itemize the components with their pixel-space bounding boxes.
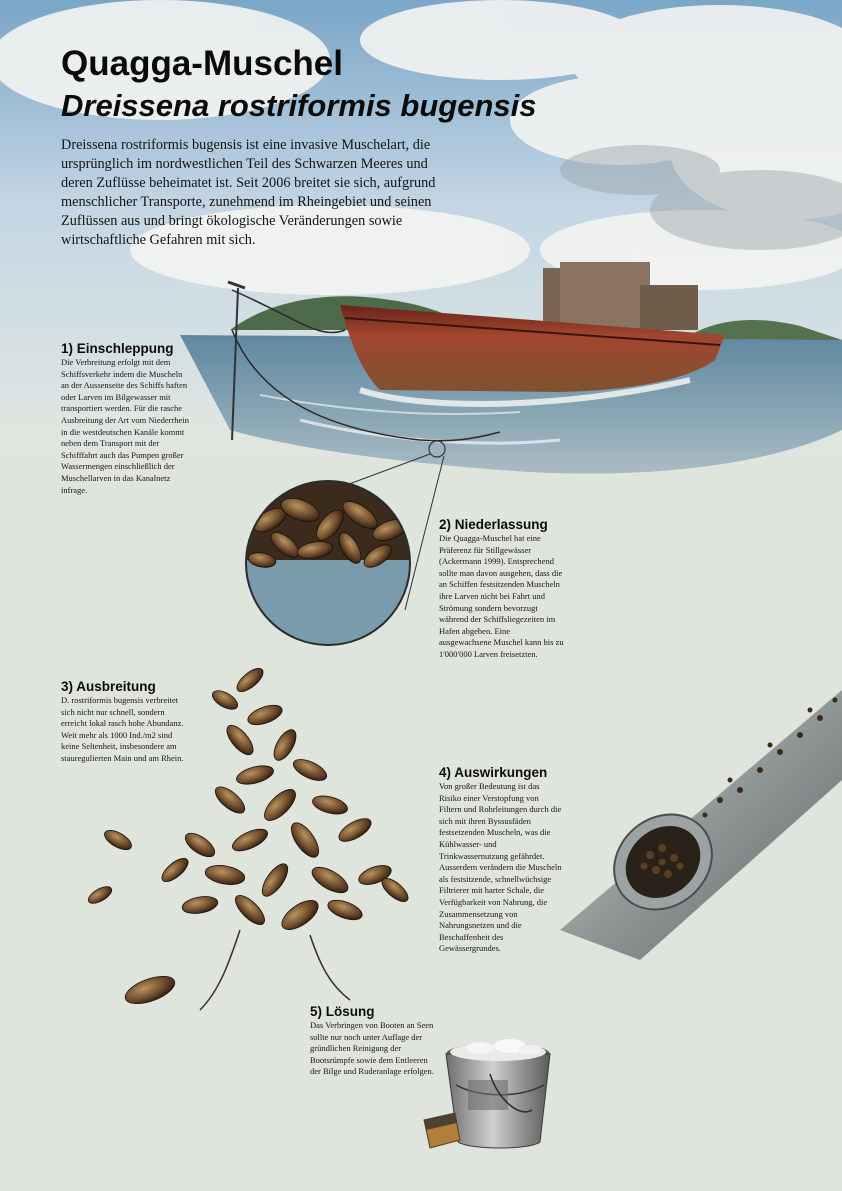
section-heading: 4) Auswirkungen	[439, 765, 548, 780]
section-text: Die Quagga-Muschel hat eine Präferenz für Stillgewässer (Ackermann 1999). Entsprechend sollte man davon ausgehen, dass die an Schiffen festsitzenden Muscheln ihre Larven nicht bei Fahrt und Strömung sondern bevorzugt während der Schiffsliegezeiten im Hafen abgeben. Eine ausgewachsene Muschel kann bis zu 1'000'000 Larven freisetzten.	[439, 533, 564, 659]
section-einschleppung	[61, 341, 189, 496]
section-niederlassung	[439, 517, 564, 661]
section-heading: 3) Ausbreitung	[61, 679, 156, 694]
intro-paragraph: Dreissena rostriformis bugensis ist eine invasive Muschelart, die ursprünglich im nordwestlichen Teil des Schwarzen Meeres und deren Zuflüsse beheimatet ist. Seit 2006 breitet sie sich, aufgrund menschlicher Transporte, zunehmend im Rheingebiet und seinen Zuflüssen aus und bringt ökologische Veränderungen sowie wirtschaftliche Gefahren mit sich.	[61, 137, 436, 248]
section-text: D. rostriformis bugensis verbreitet sich nicht nur schnell, sondern erreicht lokal rasch hohe Abundanz. Weit mehr als 1000 Ind./m2 sind keine Seltenheit, insbesondere am stauregulierten Main und am Rhein.	[61, 695, 184, 763]
section-loesung	[310, 1004, 438, 1078]
section-text: Das Verbringen von Booten an Seen sollte nur noch unter Auflage der gründlichen Reinigung der Bootsrümpfe sowie dem Entleeren der Bilge und Ruderanlage erfolgen.	[310, 1020, 434, 1077]
page-title: Quagga-Muschel	[61, 44, 343, 83]
section-text: Die Verbreitung erfolgt mit dem Schiffsverkehr indem die Muscheln an der Aussenseite des Schiffs haften oder Larven im Bilgewasser mit transportiert werden. Für die rasche Ausbreitung der Art vom Niederrhein in die westdeutschen Kanäle kommt neben dem Transport mit der Schifffahrt auch das Pumpen großer Wassermengen einschließlich der Muschellarven in das Kanalnetz infrage.	[61, 357, 189, 495]
section-heading: 2) Niederlassung	[439, 517, 548, 532]
section-ausbreitung	[61, 679, 189, 765]
section-auswirkungen	[439, 765, 563, 955]
section-heading: 5) Lösung	[310, 1004, 375, 1019]
section-heading: 1) Einschleppung	[61, 341, 174, 356]
page-subtitle: Dreissena rostriformis bugensis	[61, 88, 537, 123]
section-text: Von großer Bedeutung ist das Risiko einer Verstopfung von Filtern und Rohrleitungen durch die sich mit ihren Byssusfäden festsetzenden Muscheln, was die Kühlwasser- und Trinkwassernutzung gefährdet. Ausserdem verändern die Muscheln als festsitzende, schnellwüchsige Filtrierer mit harter Schale, die Verfügbarkeit von Nahrung, die Zusammensetzung von Nahrungsnetzen und die Beschaffenheit des Gewässergrundes.	[439, 781, 562, 954]
